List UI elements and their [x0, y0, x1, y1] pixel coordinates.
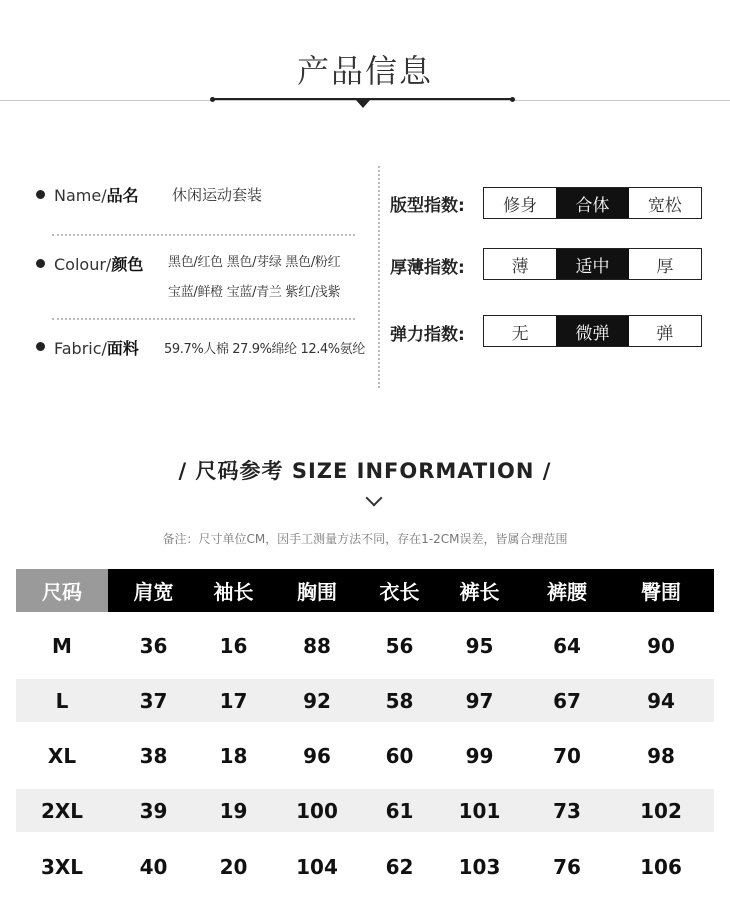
table-cell: 96 — [303, 743, 331, 768]
table-cell: 95 — [465, 633, 494, 658]
label-cn: 品名 — [106, 186, 139, 205]
index-fit-option: 宽松 — [647, 195, 682, 216]
header-cell: 裤腰 — [526, 569, 608, 612]
dotted-divider — [52, 234, 355, 236]
header-cell: 袖长 — [199, 569, 268, 612]
table-cell: 102 — [640, 798, 682, 823]
table-row — [16, 624, 714, 667]
table-cell: 90 — [647, 633, 675, 658]
size-note: 备注：尺寸单位CM，因手工测量方法不同，存在1-2CM误差，皆属合理范围 — [162, 532, 568, 546]
header-cell: 衣长 — [366, 569, 433, 612]
info-value-colour-line1: 黑色/红色 黑色/芽绿 黑色/粉红 — [168, 255, 341, 270]
index-thickness-scale — [483, 248, 702, 280]
table-cell: 104 — [296, 854, 338, 879]
dotted-divider — [52, 318, 355, 320]
table-cell: 92 — [303, 688, 331, 713]
table-cell: 37 — [139, 688, 168, 713]
table-cell: 98 — [647, 743, 675, 768]
table-cell: 76 — [553, 854, 581, 879]
table-cell: 99 — [465, 743, 494, 768]
table-cell: 16 — [219, 633, 248, 658]
table-cell: 70 — [553, 743, 581, 768]
info-label-name — [54, 183, 139, 206]
table-cell: 40 — [139, 854, 168, 879]
table-cell: 73 — [553, 798, 581, 823]
header-cell: 裤长 — [433, 569, 526, 612]
header-cell: 肩宽 — [108, 569, 199, 612]
table-cell: 103 — [458, 854, 501, 879]
table-cell: 20 — [219, 854, 248, 879]
underline-right-dot — [510, 97, 515, 102]
index-thickness-option: 薄 — [511, 256, 529, 277]
index-fit-option-selected: 合体 — [556, 188, 628, 218]
table-cell: 39 — [139, 798, 168, 823]
table-cell: 58 — [385, 688, 414, 713]
table-cell: 60 — [385, 743, 414, 768]
info-value-name: 休闲运动套装 — [172, 186, 263, 204]
label-en: Colour/ — [54, 255, 112, 274]
table-cell-size: 3XL — [40, 854, 84, 879]
table-cell: 38 — [139, 743, 168, 768]
table-cell: 67 — [553, 688, 581, 713]
info-value-colour-line2: 宝蓝/鲜橙 宝蓝/青兰 紫红/浅紫 — [168, 285, 341, 300]
index-thickness-option-selected: 适中 — [556, 249, 628, 279]
label-cn: 面料 — [106, 339, 139, 358]
info-label-colour — [54, 252, 143, 275]
down-triangle-icon — [356, 100, 370, 108]
index-elasticity-scale — [483, 315, 702, 347]
table-cell: 64 — [553, 633, 581, 658]
header-cell-size: 尺码 — [16, 569, 108, 612]
info-label-fabric — [54, 336, 139, 359]
table-cell: 36 — [139, 633, 168, 658]
underline-left-dot — [210, 97, 215, 102]
index-elasticity-option: 弹 — [656, 323, 674, 344]
table-cell-size: 2XL — [40, 798, 84, 823]
info-value-fabric: 59.7%人棉 27.9%绵纶 12.4%氨纶 — [164, 342, 365, 357]
bullet-icon — [36, 259, 45, 268]
table-cell-size: L — [55, 688, 69, 713]
chevron-down-icon — [366, 490, 383, 507]
bullet-icon — [36, 342, 45, 351]
header-cell: 胸围 — [268, 569, 366, 612]
section-title: 产品信息 — [296, 52, 433, 90]
label-en: Fabric/ — [54, 339, 107, 358]
table-cell: 19 — [219, 798, 248, 823]
index-thickness-option: 厚 — [656, 256, 674, 277]
table-row — [16, 845, 714, 888]
table-cell: 61 — [385, 798, 414, 823]
bullet-icon — [36, 190, 45, 199]
index-fit-option: 修身 — [503, 195, 538, 216]
label-en: Name/ — [54, 186, 107, 205]
table-cell: 97 — [465, 688, 494, 713]
table-cell-size: M — [52, 633, 72, 658]
header-cell: 臀围 — [608, 569, 714, 612]
index-label-fit: 版型指数: — [390, 196, 465, 216]
label-cn: 颜色 — [111, 255, 144, 274]
table-cell: 106 — [640, 854, 682, 879]
table-row — [16, 789, 714, 832]
table-row — [16, 679, 714, 722]
index-elasticity-option: 无 — [511, 323, 529, 344]
index-label-elasticity: 弹力指数: — [390, 325, 465, 345]
table-cell: 101 — [458, 798, 501, 823]
table-cell: 17 — [219, 688, 248, 713]
table-row — [16, 734, 714, 777]
table-cell: 18 — [219, 743, 248, 768]
table-cell: 88 — [303, 633, 331, 658]
table-cell: 94 — [647, 688, 675, 713]
index-fit-scale — [483, 187, 702, 219]
table-cell: 100 — [296, 798, 338, 823]
table-cell: 62 — [385, 854, 414, 879]
size-table-header — [16, 569, 714, 612]
table-cell-size: XL — [47, 743, 77, 768]
table-cell: 56 — [385, 633, 414, 658]
vertical-dotted-divider — [378, 166, 380, 388]
index-elasticity-option-selected: 微弹 — [556, 316, 628, 346]
index-label-thickness: 厚薄指数: — [390, 258, 465, 278]
size-section-title: / 尺码参考 SIZE INFORMATION / — [178, 459, 552, 483]
